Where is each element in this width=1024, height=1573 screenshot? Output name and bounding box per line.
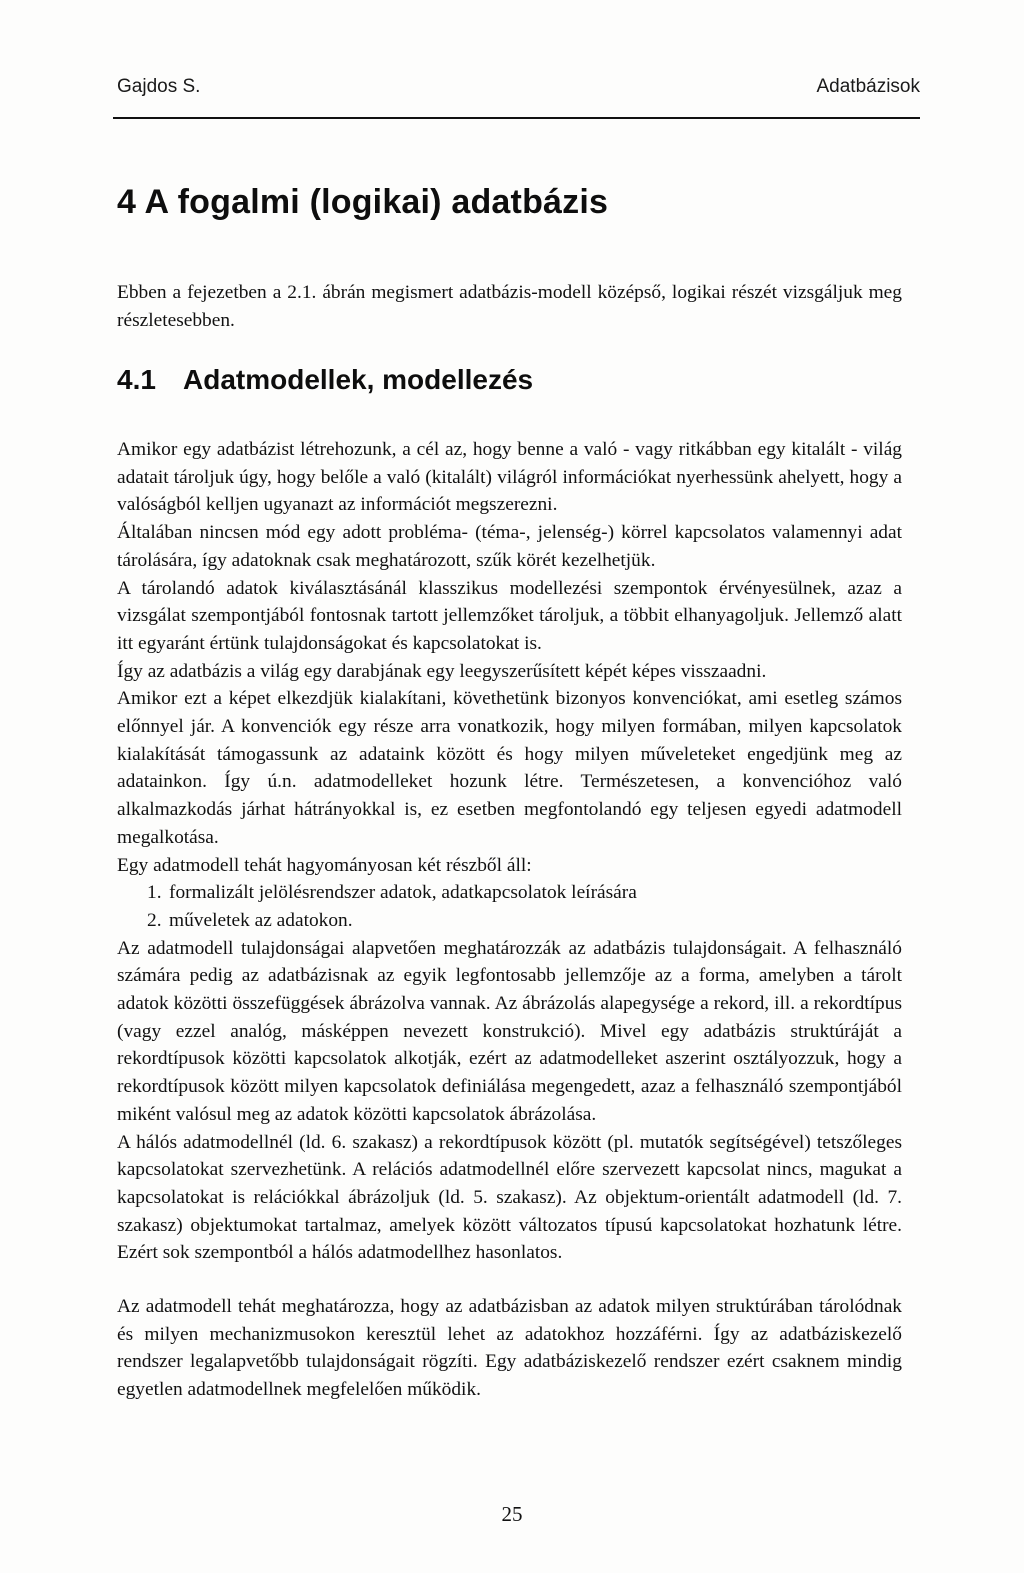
intro-text: Ebben a fejezetben a 2.1. ábrán megismert adatbázis-modell középső, logikai részét vizsgáljuk meg részletesebben. [117,282,902,331]
paragraph: A tárolandó adatok kiválasztásánál klasszikus modellezési szempontok érvényesülnek, azaz a vizsgálat szempontjából fontosnak tartott jellemzőket tároljuk, a többit elhanyagoljuk. Jellemző alatt itt egyaránt értünk tulajdonságokat és kapcsolatokat is. [117,577,902,654]
list-item-text: formalizált jelölésrendszer adatok, adatkapcsolatok leírására [169,882,637,904]
paragraph: Egy adatmodell tehát hagyományosan két részből áll: [117,854,532,876]
list-item [117,907,902,935]
list-item-number: 2. [147,909,162,931]
list-item-text: műveletek az adatokon. [169,909,353,931]
paragraph: A hálós adatmodellnél (ld. 6. szakasz) a rekordtípusok között (pl. mutatók segítségével) tetszőleges kapcsolatokat szervezhetünk. A relációs adatmodellnél előre szervezett kapcsolat nincs, magukat a kapcsolatokat is relációkkal ábrázoljuk (ld. 5. szakasz). Az objektum-orientált adatmodell (ld. 7. szakasz) objektumokat tartalmaz, amelyek között változatos típusú kapcsolatokat hozhatunk létre. Ezért sok szempontból a hálós adatmodellhez hasonlatos. [117,1131,902,1264]
closing-text: Az adatmodell tehát meghatározza, hogy az adatbázisban az adatok milyen struktúrában tárolódnak és milyen mechanizmusokon keresztül lehet az adatokhoz hozzáférni. Így az adatbáziskezelő rendszer legalapvetőbb tulajdonságait rögzíti. Egy adatbáziskezelő rendszer ezért csaknem mindig egyetlen adatmodellnek megfelelően működik. [117,1296,902,1401]
list-item [117,879,902,907]
list-item-number: 1. [147,882,162,904]
section-number: 4.1 [117,364,156,395]
paragraph: Amikor ezt a képet elkezdjük kialakítani, követhetünk bizonyos konvenciókat, ami esetleg számos előnnyel jár. A konvenciók egy része arra vonatkozik, hogy milyen formában, milyen kapcsolatok kialakítását támogassunk az adataink között és hogy milyen műveleteket engedjünk meg az adatainkon. Így ú.n. adatmodelleket hozunk létre. Természetesen, a konvencióhoz való alkalmazkodás járhat hátrányokkal is, ez esetben megfontolandó egy teljesen egyedi adatmodell megalkotása. [117,688,902,848]
paragraph: Amikor egy adatbázist létrehozunk, a cél az, hogy benne a való - vagy ritkábban egy kitalált - világ adatait tároljuk úgy, hogy belőle a való (kitalált) világról információkat nyerhessünk ahelyett, hogy a valóságból kelljen ugyanazt az információt megszerezni. [117,439,902,516]
closing-paragraph [117,1293,902,1404]
paragraph: Az adatmodell tulajdonságai alapvetően meghatározzák az adatbázis tulajdonságait. A felhasználó számára pedig az adatbázisnak az egyik legfontosabb jellemzője az a forma, amelyben a tárolt adatok közötti összefüggések ábrázolva vannak. Az ábrázolás alapegysége a rekord, ill. a rekordtípus (vagy ezzel analóg, másképpen nevezett konstrukció). Mivel egy adatbázis struktúráját a rekordtípusok közötti kapcsolatok alkotják, ezért az adatmodelleket aszerint osztályozzuk, hogy a rekordtípusok között milyen kapcsolatok definiálása megengedett, azaz a felhasználó szempontjából miként valósul meg az adatok közötti kapcsolatok ábrázolása. [117,937,902,1125]
running-header [117,76,920,98]
chapter-title: 4 A fogalmi (logikai) adatbázis [117,183,609,221]
section-body [117,436,902,1267]
paragraph: Így az adatbázis a világ egy darabjának egy leegyszerűsített képét képes visszaadni. [117,660,767,682]
section-heading [117,364,533,396]
intro-paragraph [117,279,902,334]
section-title: Adatmodellek, modellezés [183,364,534,395]
header-book-title: Adatbázisok [816,76,920,97]
header-author: Gajdos S. [117,76,201,97]
header-rule [113,117,920,119]
page-number: 25 [501,1502,523,1526]
paragraph: Általában nincsen mód egy adott probléma- (téma-, jelenség-) körrel kapcsolatos valamennyi adat tárolására, így adatoknak csak meghatározott, szűk körét kezelhetjük. [117,522,902,571]
numbered-list [117,879,902,934]
